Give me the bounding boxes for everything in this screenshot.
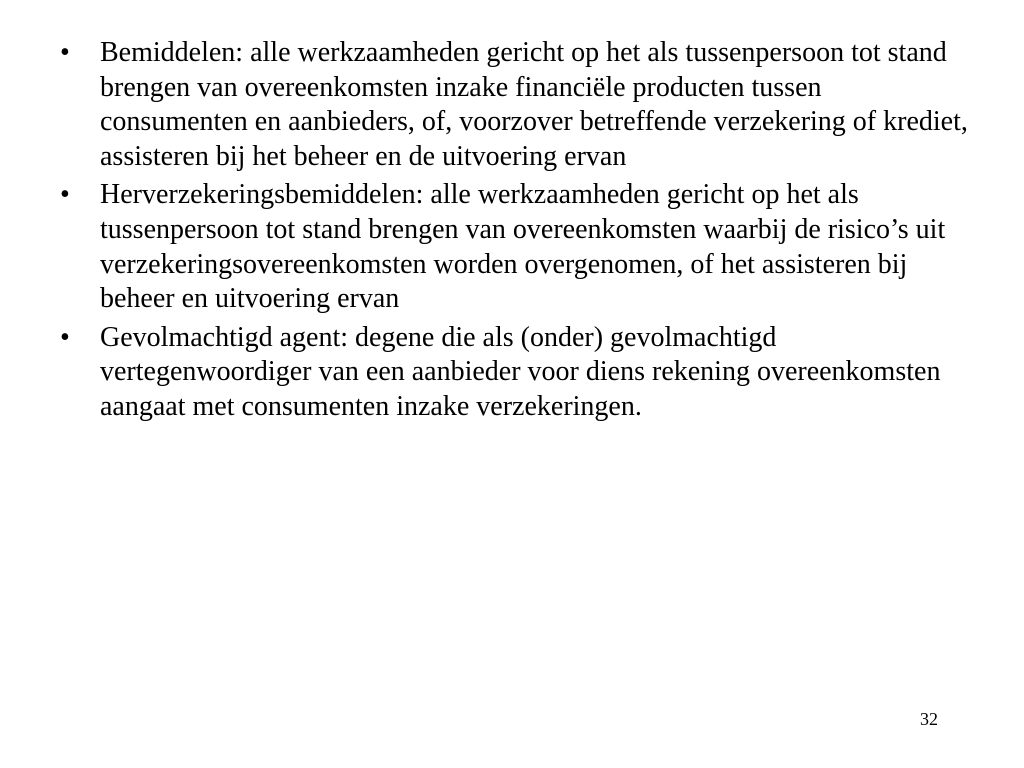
bullet-text: Herverzekeringsbemiddelen: alle werkzaamheden gericht op het als tussenpersoon tot stand brengen van overeenkomsten waarbij de risico’s uit verzekeringsovereenkomsten worden overgenomen, of het assisteren bij beheer en uitvoering ervan <box>100 179 946 315</box>
bullet-item-bemiddelen <box>58 36 968 174</box>
bullet-text: Gevolmachtigd agent: degene die als (onder) gevolmachtigd vertegenwoordiger van een aanbieder voor diens rekening overeenkomsten aangaat met consumenten inzake verzekeringen. <box>100 321 941 422</box>
bullet-text: Bemiddelen: alle werkzaamheden gericht op het als tussenpersoon tot stand brengen van overeenkomsten inzake financiële producten tussen consumenten en aanbieders, of, voorzover betreffende verzekering of krediet, assisteren bij het beheer en de uitvoering ervan <box>100 37 968 172</box>
bullet-item-herverzekeringsbemiddelen <box>58 178 968 316</box>
bullet-icon: • <box>60 179 70 211</box>
bullet-icon: • <box>60 321 70 353</box>
bullet-list <box>58 36 968 429</box>
bullet-item-gevolmachtigd-agent <box>58 321 968 425</box>
page-number: 32 <box>920 709 938 729</box>
bullet-icon: • <box>60 37 70 68</box>
